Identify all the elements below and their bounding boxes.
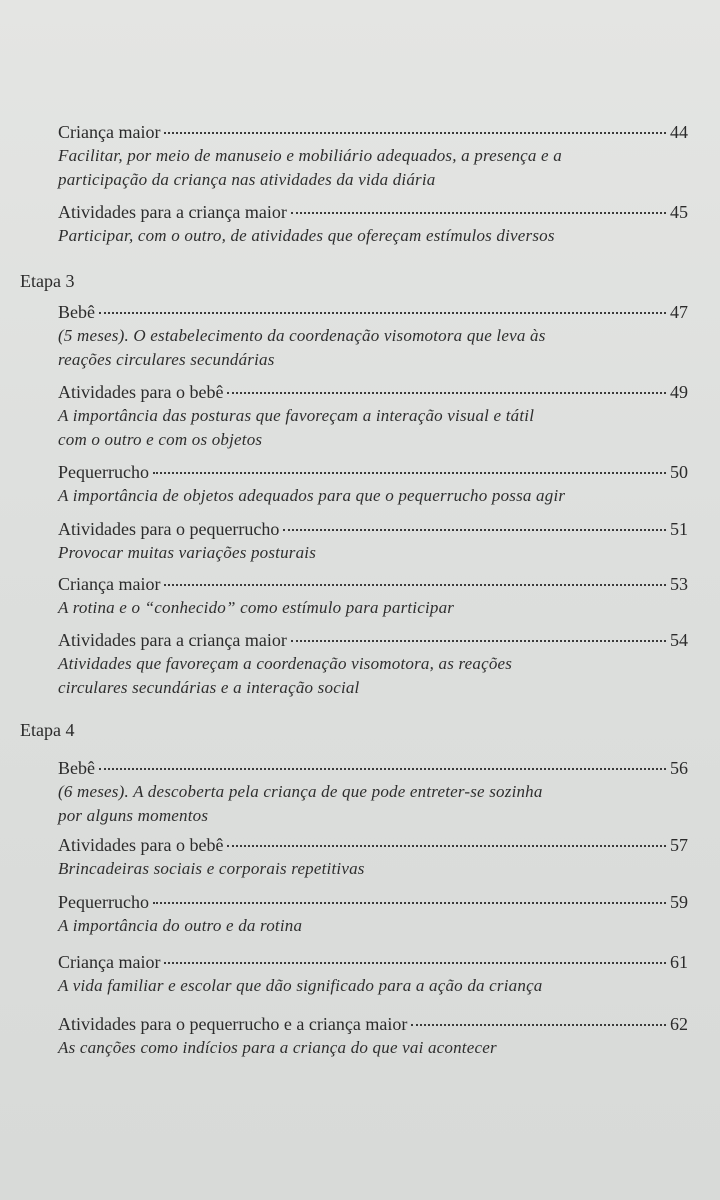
page-number: 57 [670,835,688,855]
entry-title: Bebê [58,758,95,778]
page-number: 44 [670,122,688,142]
entry-description-line: Atividades que favoreçam a coordenação visomotora, as reações [58,654,513,673]
toc-entry [58,833,688,881]
section-heading-etapa-3: Etapa 3 [20,271,75,291]
entry-description-line: Provocar muitas variações posturais [58,543,317,562]
dot-leader [99,767,666,770]
entry-description-line: por alguns momentos [58,806,209,825]
toc-entry [58,517,688,565]
page-number: 59 [670,892,688,912]
toc-entry [58,950,688,998]
entry-title: Pequerrucho [58,892,149,912]
entry-description-line: circulares secundárias e a interação social [58,678,360,697]
entry-title: Atividades para o bebê [58,835,224,855]
toc-entry [58,1012,688,1060]
dot-leader [153,471,666,474]
toc-entry [58,200,688,248]
entry-title: Atividades para o pequerrucho e a criança maior [58,1014,408,1034]
toc-entry [58,572,688,620]
entry-description-line: Brincadeiras sociais e corporais repetitivas [58,859,365,878]
dot-leader [227,844,666,847]
entry-title: Pequerrucho [58,462,149,482]
page-number: 50 [670,462,688,482]
entry-description-line: A importância de objetos adequados para que o pequerrucho possa agir [58,486,566,505]
entry-description-line: A vida familiar e escolar que dão significado para a ação da criança [58,976,543,995]
dot-leader [164,583,666,586]
toc-entry [58,890,688,938]
page-number: 53 [670,574,688,594]
entry-description-line: participação da criança nas atividades da vida diária [58,170,436,189]
page-number: 61 [670,952,688,972]
entry-description-line: com o outro e com os objetos [58,430,263,449]
dot-leader [164,961,666,964]
page-number: 47 [670,302,688,322]
page-number: 49 [670,382,688,402]
entry-description-line: A rotina e o “conhecido” como estímulo para participar [58,598,455,617]
toc-entry [58,300,688,372]
page-number: 56 [670,758,688,778]
dot-leader [227,391,666,394]
page-number: 45 [670,202,688,222]
entry-title: Criança maior [58,122,161,142]
dot-leader [99,311,666,314]
page-number: 54 [670,630,688,650]
entry-title: Bebê [58,302,95,322]
toc-entry [58,756,688,828]
toc-entry [58,380,688,452]
toc-entry [58,628,688,700]
dot-leader [283,528,666,531]
toc-entry [58,460,688,508]
entry-description-line: A importância do outro e da rotina [58,916,303,935]
dot-leader [153,901,666,904]
dot-leader [291,639,666,642]
entry-title: Criança maior [58,952,161,972]
entry-description-line: reações circulares secundárias [58,350,275,369]
entry-description-line: Participar, com o outro, de atividades que ofereçam estímulos diversos [58,226,555,245]
dot-leader [291,211,666,214]
entry-title: Atividades para a criança maior [58,202,287,222]
page-number: 51 [670,519,688,539]
entry-description-line: A importância das posturas que favoreçam a interação visual e tátil [58,406,535,425]
entry-title: Atividades para o pequerrucho [58,519,280,539]
entry-title: Atividades para o bebê [58,382,224,402]
dot-leader [411,1023,666,1026]
section-heading-etapa-4: Etapa 4 [20,720,75,740]
entry-title: Criança maior [58,574,161,594]
entry-description-line: (5 meses). O estabelecimento da coordenação visomotora que leva às [58,326,546,345]
entry-description-line: (6 meses). A descoberta pela criança de que pode entreter-se sozinha [58,782,543,801]
dot-leader [164,131,666,134]
entry-description-line: As canções como indícios para a criança do que vai acontecer [58,1038,497,1057]
entry-title: Atividades para a criança maior [58,630,287,650]
toc-entry [58,120,688,192]
page-number: 62 [670,1014,688,1034]
entry-description-line: Facilitar, por meio de manuseio e mobiliário adequados, a presença e a [58,146,562,165]
